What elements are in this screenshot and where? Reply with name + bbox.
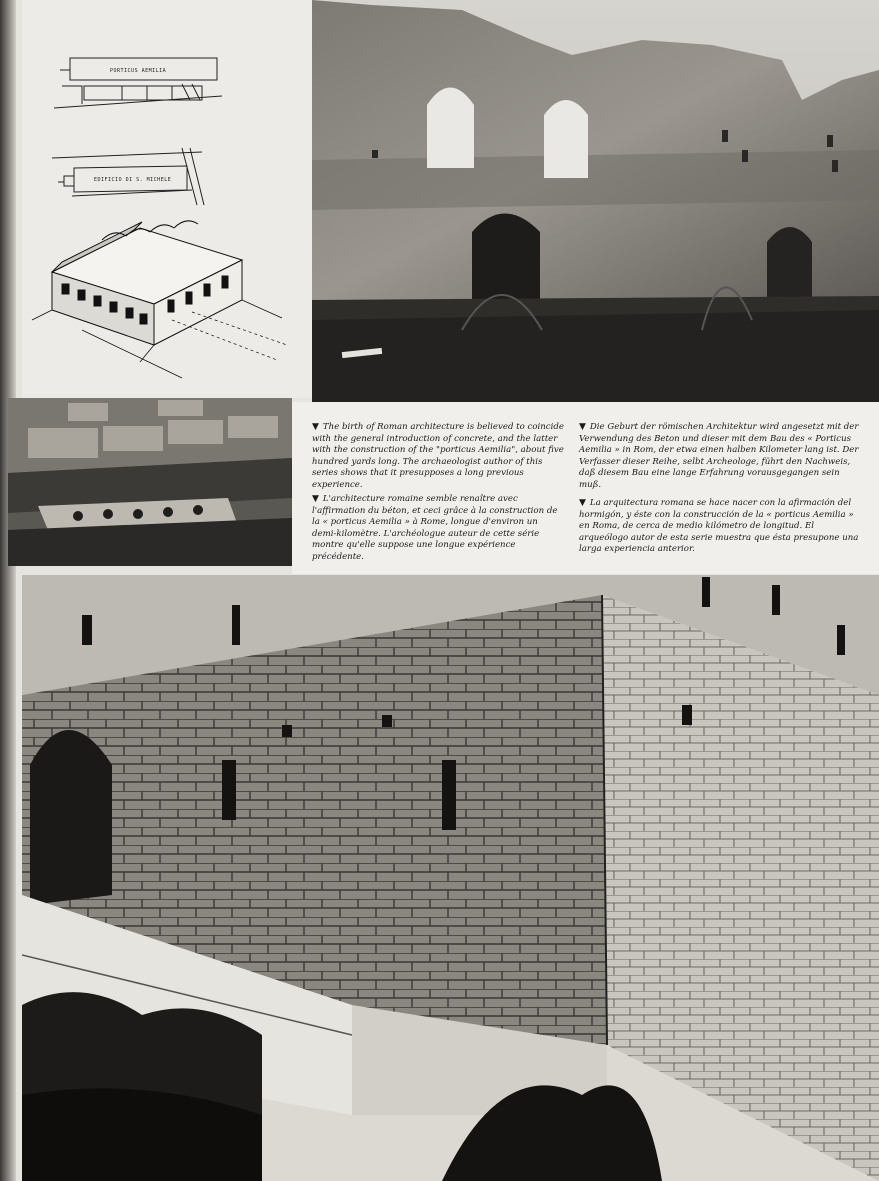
drawings-svg <box>22 0 312 398</box>
caption-german-text: Die Geburt der römischen Architektur wird angesetzt mit der Verwendung des Beton und dieser mit dem Bau des « Porticus Aemilia » in Rom, der etwa einen halben Kilometer lang ist. Der Verfasser dieser Reihe, selbt Archeologe, führt den Nachweis, daß diesem Bau eine lange Erfahrung vorausgegangen sein muß. <box>579 422 859 490</box>
plan1-label: PORTICUS AEMILIA <box>110 68 167 74</box>
caption-english <box>312 422 564 492</box>
triangle-marker-icon: ▼ <box>312 494 319 504</box>
plan-porticus-aemilia <box>54 58 222 108</box>
aerial-town-photo <box>8 398 292 566</box>
plan2-label: EDIFICIO DI S. MICHELE <box>94 177 172 183</box>
ruin-wall-image <box>312 0 879 402</box>
architectural-drawings <box>22 0 312 398</box>
caption-english-text: The birth of Roman architecture is believed to coincide with the general introduction of concrete, and the latter with the construction of the "porticus Aemilia", about five hundred yards long. The archaeologist author of this series shows that it presupposes a long previous experience. <box>312 422 564 490</box>
caption-panel <box>292 402 879 574</box>
triangle-marker-icon: ▼ <box>579 498 586 508</box>
aerial-town-image <box>8 398 292 566</box>
caption-spanish <box>579 498 859 556</box>
axonometric-reconstruction <box>32 221 287 378</box>
stone-walls-image <box>22 575 879 1181</box>
caption-spanish-text: La arquitectura romana se hace nacer con la afirmación del hormigón, y éste con la construcción de la « porticus Aemilia » en Roma, de cerca de medio kilómetro de longitud. El arqueólogo autor de esta serie muestra que ésta presupone una larga experiencia anterior. <box>579 498 859 555</box>
caption-french <box>312 494 564 564</box>
triangle-marker-icon: ▼ <box>579 422 586 432</box>
page-spine <box>0 0 16 1181</box>
caption-french-text: L'architecture romaine semble renaître avec l'affirmation du béton, et ceci grâce à la construction de la « porticus Aemilia » à Rome, longue d'environ un demi-kilomètre. L'archéologue auteur de cette série montre qu'elle suppose une longue expérience précédente. <box>312 494 558 562</box>
stone-walls-photo <box>22 575 879 1181</box>
triangle-marker-icon: ▼ <box>312 422 319 432</box>
caption-german <box>579 422 859 492</box>
ruin-wall-photo <box>312 0 879 402</box>
